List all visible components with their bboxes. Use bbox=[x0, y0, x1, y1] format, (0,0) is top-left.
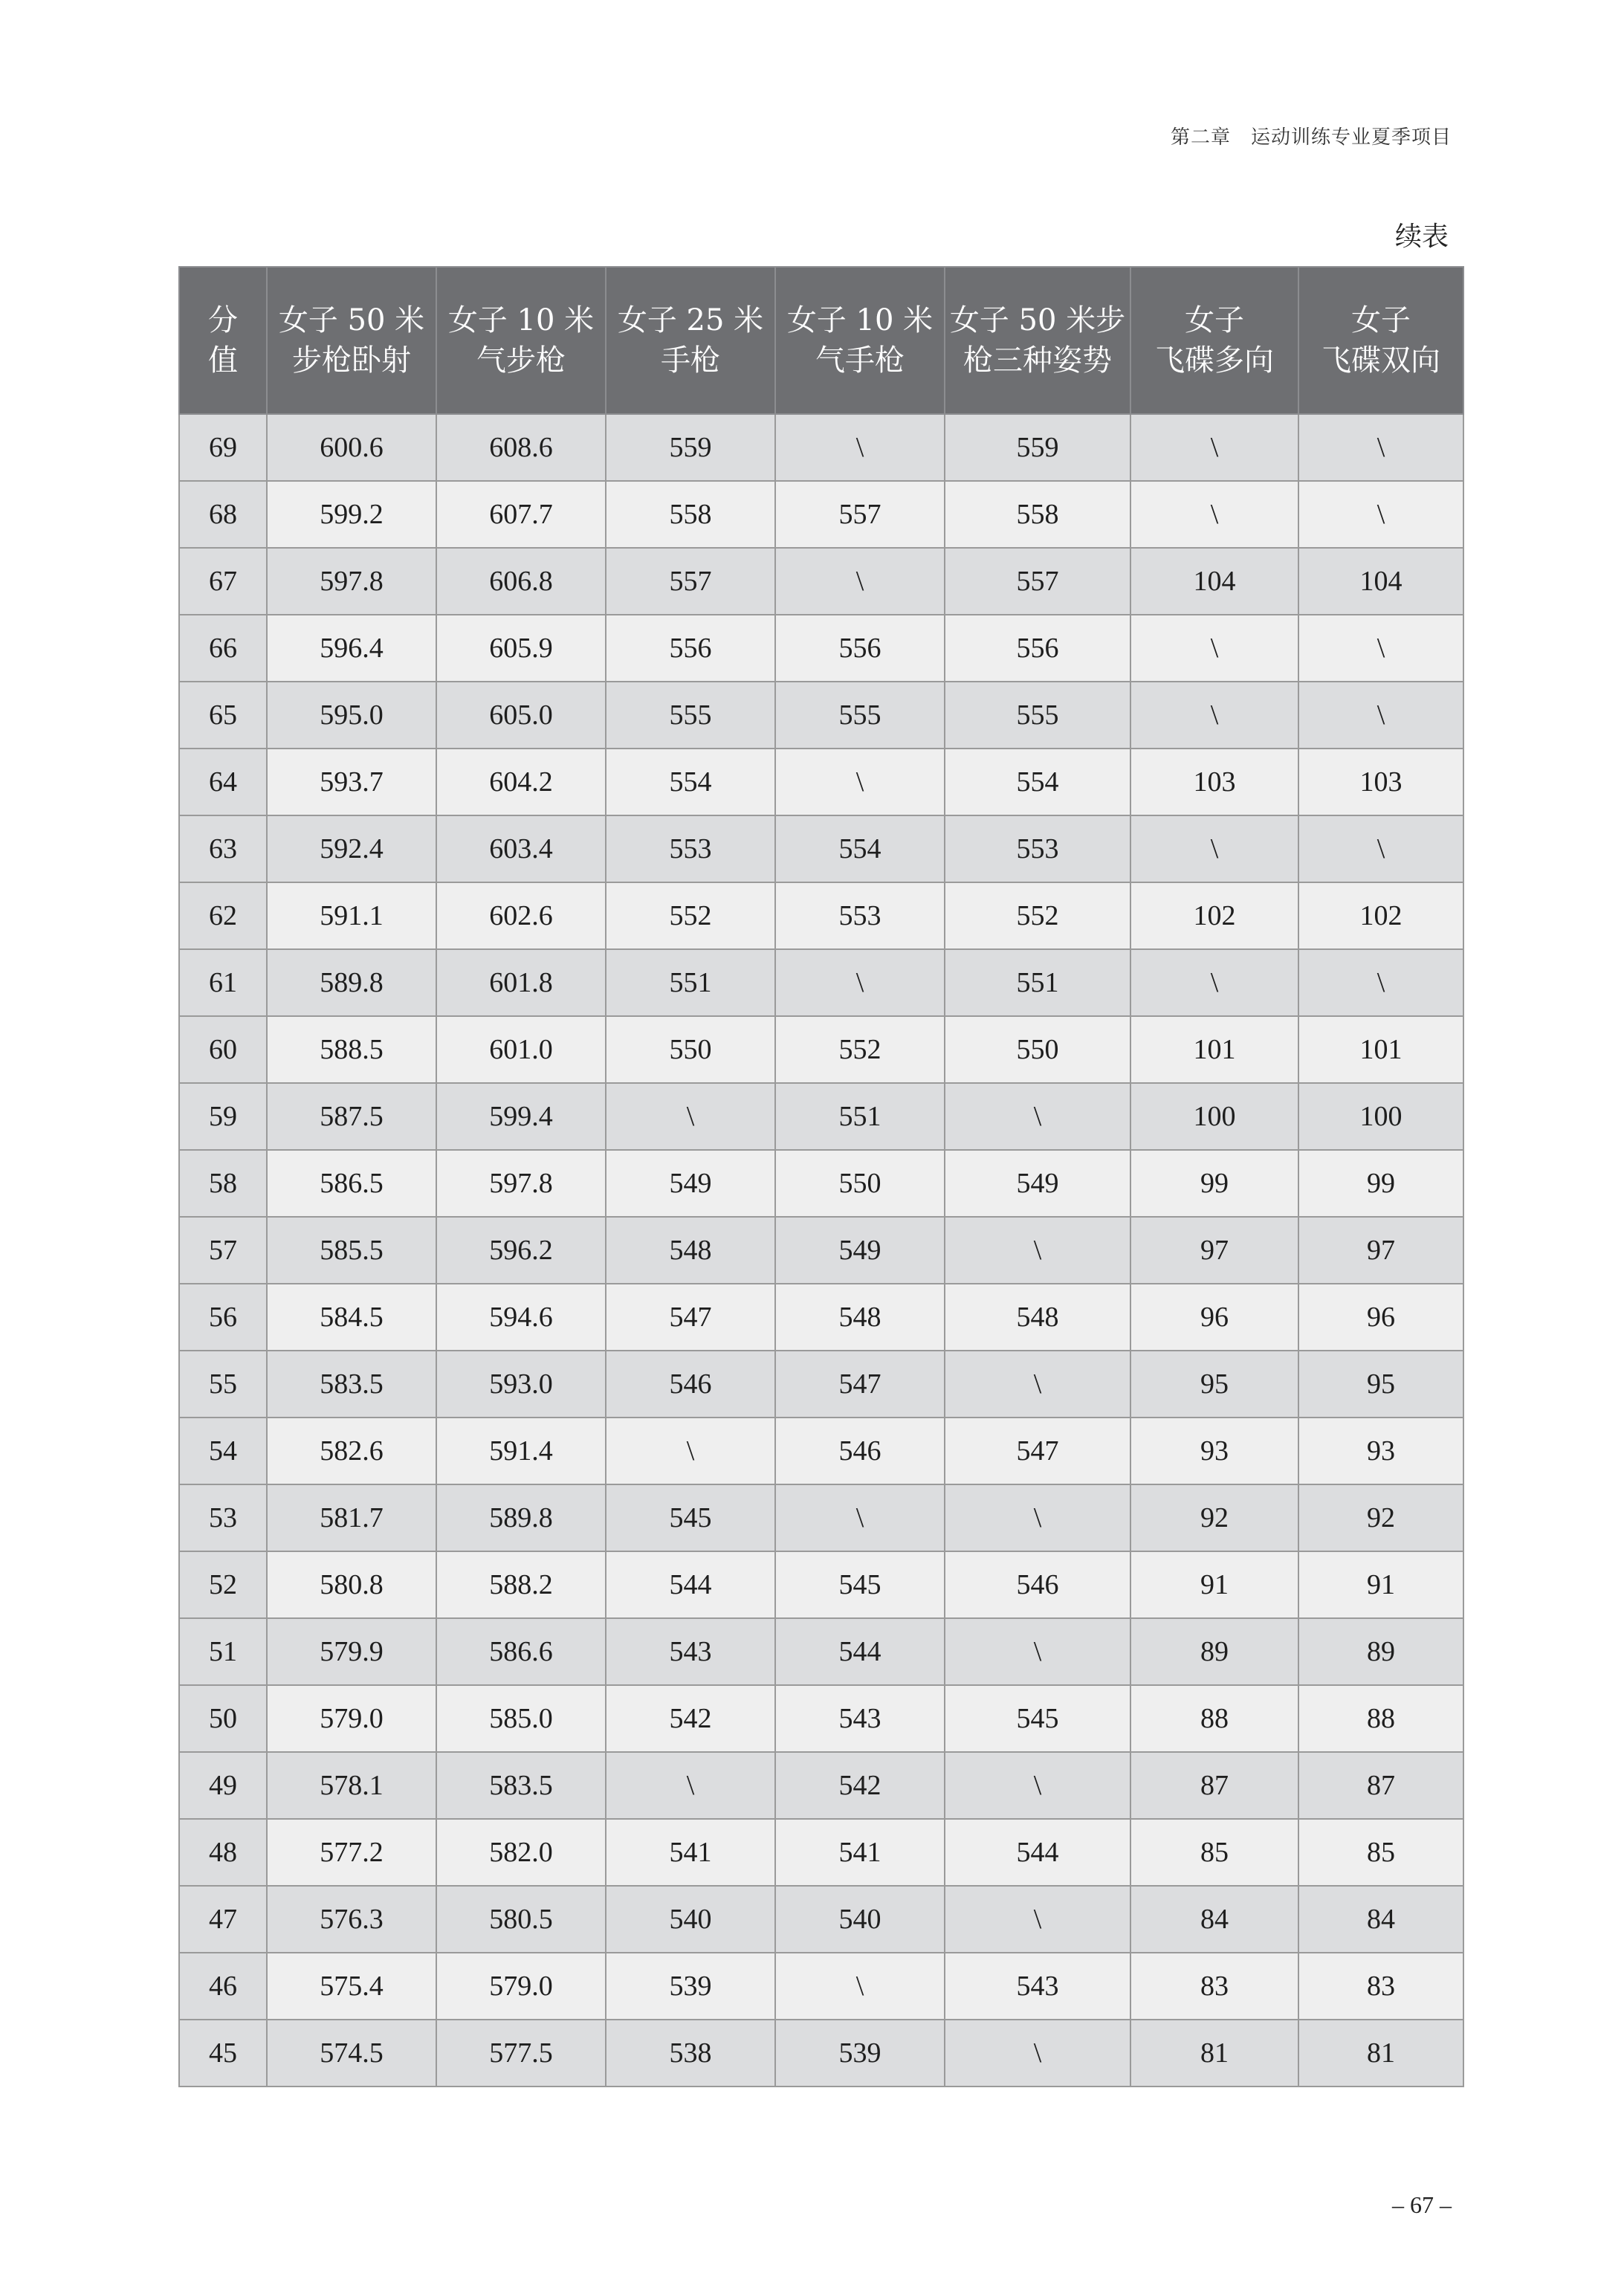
table-cell: \ bbox=[1130, 949, 1298, 1016]
table-cell: \ bbox=[775, 949, 945, 1016]
table-row bbox=[179, 1551, 1463, 1618]
table-cell: 549 bbox=[775, 1217, 945, 1284]
table-cell: 558 bbox=[945, 481, 1130, 548]
table-cell: 597.8 bbox=[436, 1150, 606, 1217]
table-cell: 549 bbox=[606, 1150, 775, 1217]
table-cell: 592.4 bbox=[267, 815, 436, 882]
table-cell: \ bbox=[945, 1752, 1130, 1819]
table-cell: 557 bbox=[775, 481, 945, 548]
table-cell: 89 bbox=[1130, 1618, 1298, 1685]
table-cell: 543 bbox=[606, 1618, 775, 1685]
table-cell: 603.4 bbox=[436, 815, 606, 882]
table-row bbox=[179, 1484, 1463, 1551]
score-cell: 60 bbox=[179, 1016, 267, 1083]
table-cell: 92 bbox=[1298, 1484, 1463, 1551]
column-header-50m-rifle-prone: 女子 50 米 步枪卧射 bbox=[267, 267, 436, 414]
table-cell: 547 bbox=[606, 1284, 775, 1351]
score-cell: 67 bbox=[179, 548, 267, 615]
table-cell: 102 bbox=[1130, 882, 1298, 949]
table-cell: 548 bbox=[945, 1284, 1130, 1351]
table-row bbox=[179, 1418, 1463, 1484]
table-cell: \ bbox=[945, 1217, 1130, 1284]
table-cell: 544 bbox=[945, 1819, 1130, 1886]
table-cell: 553 bbox=[945, 815, 1130, 882]
score-cell: 55 bbox=[179, 1351, 267, 1418]
table-cell: 541 bbox=[775, 1819, 945, 1886]
table-cell: \ bbox=[1298, 815, 1463, 882]
table-cell: \ bbox=[1298, 481, 1463, 548]
score-cell: 66 bbox=[179, 615, 267, 682]
table-cell: \ bbox=[775, 1953, 945, 2020]
table-cell: 103 bbox=[1130, 749, 1298, 815]
table-cell: 596.2 bbox=[436, 1217, 606, 1284]
table-cell: 594.6 bbox=[436, 1284, 606, 1351]
table-cell: \ bbox=[1130, 682, 1298, 749]
table-cell: 88 bbox=[1130, 1685, 1298, 1752]
table-cell: 588.5 bbox=[267, 1016, 436, 1083]
table-cell: \ bbox=[1130, 414, 1298, 481]
score-cell: 54 bbox=[179, 1418, 267, 1484]
table-cell: 595.0 bbox=[267, 682, 436, 749]
table-cell: 586.5 bbox=[267, 1150, 436, 1217]
table-cell: 588.2 bbox=[436, 1551, 606, 1618]
table-cell: 605.0 bbox=[436, 682, 606, 749]
table-row bbox=[179, 1953, 1463, 2020]
table-cell: 88 bbox=[1298, 1685, 1463, 1752]
table-cell: 89 bbox=[1298, 1618, 1463, 1685]
table-cell: \ bbox=[606, 1083, 775, 1150]
score-cell: 53 bbox=[179, 1484, 267, 1551]
table-row bbox=[179, 548, 1463, 615]
table-cell: \ bbox=[775, 749, 945, 815]
table-cell: 555 bbox=[606, 682, 775, 749]
table-row bbox=[179, 615, 1463, 682]
table-cell: 557 bbox=[606, 548, 775, 615]
table-cell: 554 bbox=[606, 749, 775, 815]
table-cell: 554 bbox=[945, 749, 1130, 815]
table-cell: \ bbox=[775, 548, 945, 615]
table-cell: 544 bbox=[606, 1551, 775, 1618]
table-cell: 600.6 bbox=[267, 414, 436, 481]
table-cell: 601.8 bbox=[436, 949, 606, 1016]
table-cell: 548 bbox=[775, 1284, 945, 1351]
table-cell: 540 bbox=[775, 1886, 945, 1953]
table-row bbox=[179, 1886, 1463, 1953]
table-cell: 84 bbox=[1298, 1886, 1463, 1953]
table-cell: 103 bbox=[1298, 749, 1463, 815]
table-cell: 576.3 bbox=[267, 1886, 436, 1953]
table-row bbox=[179, 1685, 1463, 1752]
table-cell: 543 bbox=[945, 1953, 1130, 2020]
table-cell: 557 bbox=[945, 548, 1130, 615]
score-cell: 51 bbox=[179, 1618, 267, 1685]
score-cell: 59 bbox=[179, 1083, 267, 1150]
table-cell: 81 bbox=[1298, 2020, 1463, 2087]
table-cell: 96 bbox=[1130, 1284, 1298, 1351]
table-row bbox=[179, 1618, 1463, 1685]
column-header-double-trap: 女子 飞碟双向 bbox=[1298, 267, 1463, 414]
table-cell: 585.0 bbox=[436, 1685, 606, 1752]
table-cell: 608.6 bbox=[436, 414, 606, 481]
table-cell: 583.5 bbox=[436, 1752, 606, 1819]
table-cell: 102 bbox=[1298, 882, 1463, 949]
running-header: 第二章 运动训练专业夏季项目 bbox=[1170, 126, 1452, 149]
table-row bbox=[179, 1284, 1463, 1351]
table-cell: 100 bbox=[1130, 1083, 1298, 1150]
table-cell: 87 bbox=[1298, 1752, 1463, 1819]
table-cell: \ bbox=[945, 1484, 1130, 1551]
table-row bbox=[179, 749, 1463, 815]
table-cell: 579.0 bbox=[436, 1953, 606, 2020]
table-cell: 85 bbox=[1130, 1819, 1298, 1886]
table-cell: 541 bbox=[606, 1819, 775, 1886]
score-cell: 68 bbox=[179, 481, 267, 548]
table-cell: \ bbox=[606, 1752, 775, 1819]
table-cell: \ bbox=[1298, 682, 1463, 749]
table-cell: 546 bbox=[606, 1351, 775, 1418]
table-cell: 575.4 bbox=[267, 1953, 436, 2020]
table-cell: 558 bbox=[606, 481, 775, 548]
table-cell: 578.1 bbox=[267, 1752, 436, 1819]
score-cell: 58 bbox=[179, 1150, 267, 1217]
score-cell: 65 bbox=[179, 682, 267, 749]
table-cell: 582.6 bbox=[267, 1418, 436, 1484]
table-cell: \ bbox=[945, 1618, 1130, 1685]
table-cell: 551 bbox=[945, 949, 1130, 1016]
table-cell: 597.8 bbox=[267, 548, 436, 615]
table-cell: 593.0 bbox=[436, 1351, 606, 1418]
table-cell: 85 bbox=[1298, 1819, 1463, 1886]
score-cell: 69 bbox=[179, 414, 267, 481]
table-cell: 552 bbox=[606, 882, 775, 949]
table-cell: 87 bbox=[1130, 1752, 1298, 1819]
table-cell: 99 bbox=[1298, 1150, 1463, 1217]
table-cell: 555 bbox=[775, 682, 945, 749]
score-cell: 47 bbox=[179, 1886, 267, 1953]
table-cell: 553 bbox=[606, 815, 775, 882]
score-cell: 48 bbox=[179, 1819, 267, 1886]
table-cell: 539 bbox=[775, 2020, 945, 2087]
table-cell: 552 bbox=[775, 1016, 945, 1083]
table-cell: 606.8 bbox=[436, 548, 606, 615]
table-header-row bbox=[179, 267, 1463, 414]
table-cell: 602.6 bbox=[436, 882, 606, 949]
table-cell: 582.0 bbox=[436, 1819, 606, 1886]
table-cell: 585.5 bbox=[267, 1217, 436, 1284]
table-row bbox=[179, 2020, 1463, 2087]
table-cell: 545 bbox=[606, 1484, 775, 1551]
table-row bbox=[179, 1351, 1463, 1418]
table-cell: 599.2 bbox=[267, 481, 436, 548]
table-cell: 605.9 bbox=[436, 615, 606, 682]
table-cell: 101 bbox=[1130, 1016, 1298, 1083]
page-number: – 67 – bbox=[1392, 2191, 1452, 2218]
table-cell: 91 bbox=[1298, 1551, 1463, 1618]
score-cell: 45 bbox=[179, 2020, 267, 2087]
table-body bbox=[179, 414, 1463, 2087]
table-cell: 544 bbox=[775, 1618, 945, 1685]
table-cell: 545 bbox=[775, 1551, 945, 1618]
table-cell: \ bbox=[945, 1886, 1130, 1953]
table-cell: 91 bbox=[1130, 1551, 1298, 1618]
table-cell: 92 bbox=[1130, 1484, 1298, 1551]
table-cell: 586.6 bbox=[436, 1618, 606, 1685]
table-cell: 593.7 bbox=[267, 749, 436, 815]
table-cell: \ bbox=[1130, 481, 1298, 548]
table-cell: 545 bbox=[945, 1685, 1130, 1752]
table-cell: 83 bbox=[1130, 1953, 1298, 2020]
table-cell: 604.2 bbox=[436, 749, 606, 815]
column-header-25m-pistol: 女子 25 米 手枪 bbox=[606, 267, 775, 414]
table-cell: 83 bbox=[1298, 1953, 1463, 2020]
table-cell: 583.5 bbox=[267, 1351, 436, 1418]
table-cell: 547 bbox=[775, 1351, 945, 1418]
score-cell: 61 bbox=[179, 949, 267, 1016]
table-row bbox=[179, 1819, 1463, 1886]
table-cell: 548 bbox=[606, 1217, 775, 1284]
table-row bbox=[179, 882, 1463, 949]
table-cell: 554 bbox=[775, 815, 945, 882]
table-cell: \ bbox=[945, 1351, 1130, 1418]
table-cell: 538 bbox=[606, 2020, 775, 2087]
column-header-trap: 女子 飞碟多向 bbox=[1130, 267, 1298, 414]
table-cell: 587.5 bbox=[267, 1083, 436, 1150]
score-cell: 49 bbox=[179, 1752, 267, 1819]
table-cell: 101 bbox=[1298, 1016, 1463, 1083]
table-cell: 100 bbox=[1298, 1083, 1463, 1150]
table-cell: 556 bbox=[945, 615, 1130, 682]
table-cell: 81 bbox=[1130, 2020, 1298, 2087]
table-row bbox=[179, 1150, 1463, 1217]
table-row bbox=[179, 481, 1463, 548]
table-row bbox=[179, 1752, 1463, 1819]
table-cell: 551 bbox=[775, 1083, 945, 1150]
table-cell: \ bbox=[775, 1484, 945, 1551]
continued-label: 续表 bbox=[1394, 222, 1449, 252]
table-cell: 579.0 bbox=[267, 1685, 436, 1752]
table-cell: 556 bbox=[775, 615, 945, 682]
score-cell: 57 bbox=[179, 1217, 267, 1284]
table-cell: 104 bbox=[1298, 548, 1463, 615]
table-cell: \ bbox=[1298, 414, 1463, 481]
table-cell: 549 bbox=[945, 1150, 1130, 1217]
table-cell: \ bbox=[606, 1418, 775, 1484]
table-cell: 553 bbox=[775, 882, 945, 949]
table-row bbox=[179, 949, 1463, 1016]
table-cell: \ bbox=[1130, 615, 1298, 682]
table-row bbox=[179, 1217, 1463, 1284]
table-cell: 550 bbox=[606, 1016, 775, 1083]
table-cell: 599.4 bbox=[436, 1083, 606, 1150]
table-row bbox=[179, 1016, 1463, 1083]
table-cell: 546 bbox=[775, 1418, 945, 1484]
column-header-10m-air-rifle: 女子 10 米 气步枪 bbox=[436, 267, 606, 414]
table-cell: 589.8 bbox=[267, 949, 436, 1016]
table-cell: 601.0 bbox=[436, 1016, 606, 1083]
table-cell: 546 bbox=[945, 1551, 1130, 1618]
table-cell: 95 bbox=[1298, 1351, 1463, 1418]
table-cell: 543 bbox=[775, 1685, 945, 1752]
table-cell: 540 bbox=[606, 1886, 775, 1953]
table-cell: 93 bbox=[1130, 1418, 1298, 1484]
table-row bbox=[179, 414, 1463, 481]
table-cell: \ bbox=[775, 414, 945, 481]
score-cell: 56 bbox=[179, 1284, 267, 1351]
table-cell: 574.5 bbox=[267, 2020, 436, 2087]
table-cell: 95 bbox=[1130, 1351, 1298, 1418]
table-cell: 577.5 bbox=[436, 2020, 606, 2087]
score-table bbox=[178, 266, 1464, 2087]
table-cell: 556 bbox=[606, 615, 775, 682]
table-cell: 93 bbox=[1298, 1418, 1463, 1484]
table-cell: 559 bbox=[945, 414, 1130, 481]
table-cell: \ bbox=[1130, 815, 1298, 882]
table-cell: 581.7 bbox=[267, 1484, 436, 1551]
table-cell: 580.8 bbox=[267, 1551, 436, 1618]
table-cell: 555 bbox=[945, 682, 1130, 749]
table-cell: 99 bbox=[1130, 1150, 1298, 1217]
score-cell: 64 bbox=[179, 749, 267, 815]
table-cell: 584.5 bbox=[267, 1284, 436, 1351]
column-header-10m-air-pistol: 女子 10 米 气手枪 bbox=[775, 267, 945, 414]
table-cell: \ bbox=[1298, 615, 1463, 682]
table-cell: \ bbox=[945, 2020, 1130, 2087]
score-cell: 63 bbox=[179, 815, 267, 882]
table-cell: 580.5 bbox=[436, 1886, 606, 1953]
table-row bbox=[179, 815, 1463, 882]
table-cell: 84 bbox=[1130, 1886, 1298, 1953]
table-cell: 550 bbox=[775, 1150, 945, 1217]
table-cell: 551 bbox=[606, 949, 775, 1016]
table-row bbox=[179, 682, 1463, 749]
table-cell: 596.4 bbox=[267, 615, 436, 682]
table-cell: 542 bbox=[775, 1752, 945, 1819]
table-cell: 589.8 bbox=[436, 1484, 606, 1551]
table-cell: 550 bbox=[945, 1016, 1130, 1083]
table-cell: \ bbox=[1298, 949, 1463, 1016]
table-cell: 542 bbox=[606, 1685, 775, 1752]
table-cell: 591.4 bbox=[436, 1418, 606, 1484]
table-cell: 97 bbox=[1130, 1217, 1298, 1284]
table-cell: 607.7 bbox=[436, 481, 606, 548]
table-cell: 96 bbox=[1298, 1284, 1463, 1351]
score-cell: 46 bbox=[179, 1953, 267, 2020]
table-cell: 97 bbox=[1298, 1217, 1463, 1284]
table-row bbox=[179, 1083, 1463, 1150]
table-cell: 547 bbox=[945, 1418, 1130, 1484]
table-cell: 552 bbox=[945, 882, 1130, 949]
table-cell: 577.2 bbox=[267, 1819, 436, 1886]
score-cell: 62 bbox=[179, 882, 267, 949]
score-cell: 52 bbox=[179, 1551, 267, 1618]
table-cell: 591.1 bbox=[267, 882, 436, 949]
column-header-50m-rifle-3-positions: 女子 50 米步 枪三种姿势 bbox=[945, 267, 1130, 414]
score-cell: 50 bbox=[179, 1685, 267, 1752]
table-cell: 539 bbox=[606, 1953, 775, 2020]
table-cell: \ bbox=[945, 1083, 1130, 1150]
table-cell: 104 bbox=[1130, 548, 1298, 615]
table-cell: 559 bbox=[606, 414, 775, 481]
table-cell: 579.9 bbox=[267, 1618, 436, 1685]
column-header-score: 分 值 bbox=[179, 267, 267, 414]
